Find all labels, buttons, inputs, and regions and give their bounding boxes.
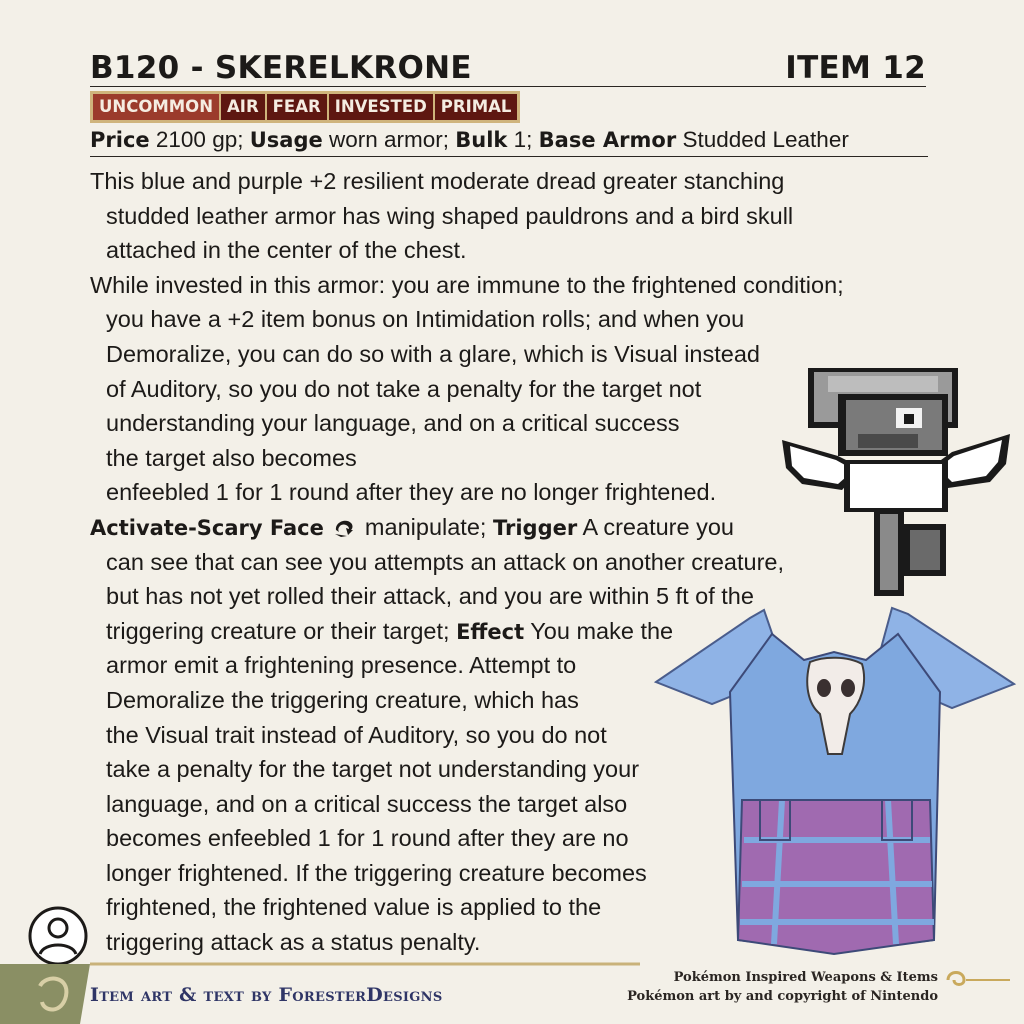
item-stats (90, 124, 928, 157)
pokemon-sprite-image (778, 364, 1014, 604)
effect-line: triggering attack as a status penalty. (106, 929, 481, 956)
effect-text: You make the (524, 617, 674, 644)
item-header (90, 48, 926, 87)
effect-line: frightened, the frightened value is applied to the (106, 894, 602, 921)
invested-line: the target also becomes (106, 444, 357, 471)
invested-line: Demoralize, you can do so with a glare, which is Visual instead (106, 340, 760, 367)
item-name: B120 - SKERELKRONE (90, 50, 472, 86)
trigger-text: A creature you (577, 513, 734, 540)
trait-tag: FEAR (265, 91, 327, 123)
bulk-value: 1; (507, 127, 539, 152)
effect-line: language, and on a critical success the target also (106, 790, 628, 817)
trigger-end: triggering creature or their target; (106, 617, 457, 644)
item-level: ITEM 12 (785, 50, 926, 86)
trigger-line: can see that can see you attempts an attack on another creature, (106, 548, 785, 575)
base-armor-label: Base Armor (538, 128, 677, 152)
price-value: 2100 gp; (149, 127, 250, 152)
price-label: Price (90, 128, 150, 152)
description-line: This blue and purple +2 resilient moderate dread greater stanching (90, 168, 785, 194)
invested-line: understanding your language, and on a critical success (106, 410, 680, 437)
effect-line: armor emit a frightening presence. Attempt to (106, 652, 577, 679)
effect-line: longer frightened. If the triggering creature becomes (106, 859, 647, 886)
effect-line: take a penalty for the target not understanding your (106, 756, 640, 783)
effect-line: Demoralize the triggering creature, which has (106, 686, 579, 713)
trait-rarity: UNCOMMON (90, 91, 219, 123)
trait-tag: INVESTED (327, 91, 433, 123)
usage-value: worn armor; (322, 127, 456, 152)
footer-notes (627, 968, 938, 1006)
credit-text: Item art & text by ForesterDesigns (90, 984, 443, 1006)
swirl-ornament-icon (944, 966, 1014, 992)
copyright-text: Pokémon art by and copyright of Nintendo (627, 989, 938, 1004)
invested-line: enfeebled 1 for 1 round after they are no longer frightened. (106, 479, 717, 506)
armor-illustration-image (652, 604, 1018, 960)
invested-line: While invested in this armor: you are immune to the frightened condition; (90, 271, 844, 298)
reaction-icon (332, 516, 356, 538)
trait-tag: PRIMAL (433, 91, 521, 123)
activation-traits: manipulate; (358, 513, 493, 540)
trigger-line: but has not yet rolled their attack, and you are within 5 ft of the (106, 583, 754, 610)
effect-line: the Visual trait instead of Auditory, so you do not (106, 721, 607, 748)
effect-label: Effect (456, 619, 525, 644)
usage-label: Usage (249, 128, 323, 152)
activation-line (90, 510, 844, 545)
series-text: Pokémon Inspired Weapons & Items (673, 970, 938, 985)
description-line: attached in the center of the chest. (106, 237, 467, 264)
base-armor-value: Studded Leather (676, 127, 849, 152)
activation-name: Activate-Scary Face (90, 515, 324, 540)
trait-tag: AIR (219, 91, 265, 123)
invested-line: you have a +2 item bonus on Intimidation rolls; and when you (106, 306, 745, 333)
effect-line: becomes enfeebled 1 for 1 round after they are no (106, 825, 629, 852)
description-line: studded leather armor has wing shaped pauldrons and a bird skull (106, 202, 794, 229)
invested-line: of Auditory, so you do not take a penalty for the target not (106, 375, 702, 402)
trigger-label: Trigger (492, 515, 578, 540)
bulk-label: Bulk (455, 128, 508, 152)
trait-list (90, 91, 520, 123)
